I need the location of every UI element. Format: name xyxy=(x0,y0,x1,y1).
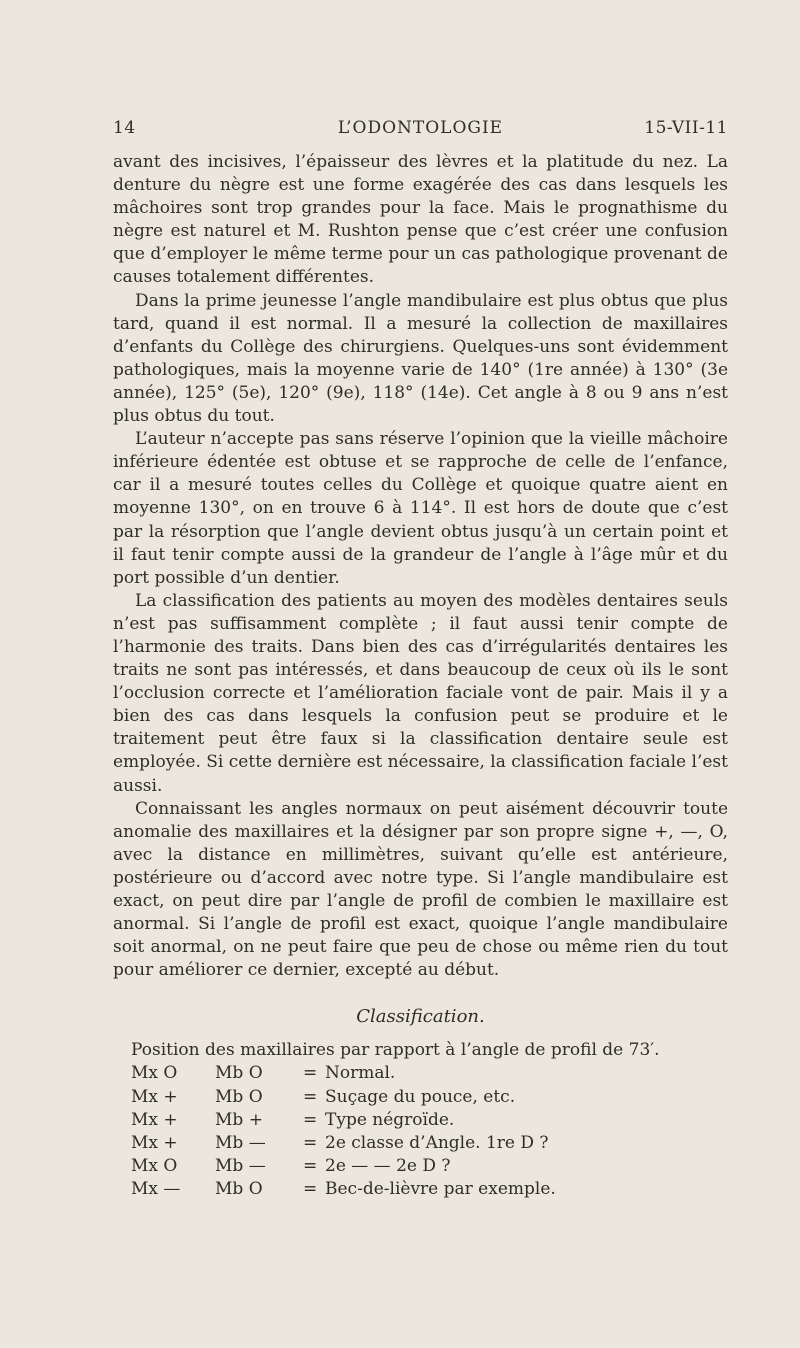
mandibular-sign: Mb O xyxy=(215,1086,263,1107)
issue-date: 15-VII-11 xyxy=(644,118,728,138)
classification-meaning: Bec-de-lièvre par exemple. xyxy=(325,1178,556,1199)
document-page xyxy=(113,112,728,1201)
mandibular-sign: Mb — xyxy=(215,1132,266,1153)
equals-sign: = xyxy=(303,1086,318,1107)
paragraph-4: La classification des patients au moyen des modèles dentaires seuls n’est pas suffisamment complète ; il faut aussi tenir compte de l’harmonie des traits. Dans bien des cas d’irrégularités dentaires les traits ne sont pas intéressés, et dans beaucoup de ceux où ils le sont l’occlusion correcte et l’amélioration faciale vont de pair. Mais il y a bien des cas dans lesquels la confusion peut se produire et le traitement peut être faux si la classification dentaire seule est employée. Si cette dernière est nécessaire, la classification faciale l’est aussi. xyxy=(113,590,728,796)
paragraph-3: L’auteur n’accepte pas sans réserve l’opinion que la vieille mâchoire inférieure édentée est obtuse et se rapproche de celle de l’enfance, car il a mesuré toutes celles du Collège et quoique quatre aient en moyenne 130°, on en trouve 6 à 114°. Il est hors de doute que c’est par la résorption que l’angle devient obtus jusqu’à un certain point et il faut tenir compte aussi de la grandeur de l’angle à l’âge mûr et du port possible d’un dentier. xyxy=(113,429,728,588)
classification-meaning: Suçage du pouce, etc. xyxy=(325,1086,516,1107)
running-header xyxy=(113,112,728,142)
paragraph-5: Connaissant les angles normaux on peut aisément découvrir toute anomalie des maxillaires et la désigner par son propre signe +, —, O, avec la distance en millimètres, suivant qu’elle est antérieure, postérieure ou d’accord avec notre type. Si l’angle mandibulaire est exact, on peut dire par l’angle de profil de combien le maxillaire est anormal. Si l’angle de profil est exact, quoique l’angle mandibulaire soit anormal, on ne peut faire que peu de chose ou même rien du tout pour améliorer ce dernier, excepté au début. xyxy=(113,798,728,981)
section-title: Classification. xyxy=(356,1006,485,1028)
classification-meaning: Normal. xyxy=(325,1063,396,1084)
mandibular-sign: Mb O xyxy=(215,1063,263,1084)
equals-sign: = xyxy=(303,1155,318,1176)
classification-meaning: Type négroïde. xyxy=(325,1109,455,1130)
classification-meaning: 2e — — 2e D ? xyxy=(325,1155,451,1176)
maxillary-sign: Mx + xyxy=(131,1109,178,1130)
classification-row xyxy=(113,1178,728,1201)
classification-row xyxy=(113,1086,728,1109)
classification-row xyxy=(113,1109,728,1132)
equals-sign: = xyxy=(303,1178,318,1199)
equals-sign: = xyxy=(303,1063,318,1084)
classification-meaning: 2e classe d’Angle. 1re D ? xyxy=(325,1132,549,1153)
page-number: 14 xyxy=(113,118,136,138)
maxillary-sign: Mx O xyxy=(131,1063,178,1084)
running-title: L’ODONTOLOGIE xyxy=(337,118,504,138)
mandibular-sign: Mb — xyxy=(215,1155,266,1176)
mandibular-sign: Mb O xyxy=(215,1178,263,1199)
maxillary-sign: Mx + xyxy=(131,1132,178,1153)
maxillary-sign: Mx — xyxy=(131,1178,181,1199)
paragraph-2: Dans la prime jeunesse l’angle mandibulaire est plus obtus que plus tard, quand il est normal. Il a mesuré la collection de maxillaires d’enfants du Collège des chirurgiens. Quelques-uns sont évidemment pathologiques, mais la moyenne varie de 140° (1re année) à 130° (3e année), 125° (5e), 120° (9e), 118° (14e). Cet angle à 8 ou 9 ans n’est plus obtus du tout. xyxy=(113,290,728,427)
classification-row xyxy=(113,1132,728,1155)
maxillary-sign: Mx O xyxy=(131,1155,178,1176)
classification-row xyxy=(113,1155,728,1178)
mandibular-sign: Mb + xyxy=(215,1109,263,1130)
classification-row xyxy=(113,1062,728,1085)
maxillary-sign: Mx + xyxy=(131,1086,178,1107)
classification-intro: Position des maxillaires par rapport à l’angle de profil de 73′. xyxy=(131,1040,660,1061)
equals-sign: = xyxy=(303,1132,318,1153)
paragraph-1: avant des incisives, l’épaisseur des lèvres et la platitude du nez. La denture du nègre est une forme exagérée des cas dans lesquels les mâchoires sont trop grandes pour la face. Mais le prognathisme du nègre est naturel et M. Rushton pense que c’est créer une confusion que d’employer le même terme pour un cas pathologique provenant de causes totalement différentes. xyxy=(113,152,728,288)
equals-sign: = xyxy=(303,1109,318,1130)
